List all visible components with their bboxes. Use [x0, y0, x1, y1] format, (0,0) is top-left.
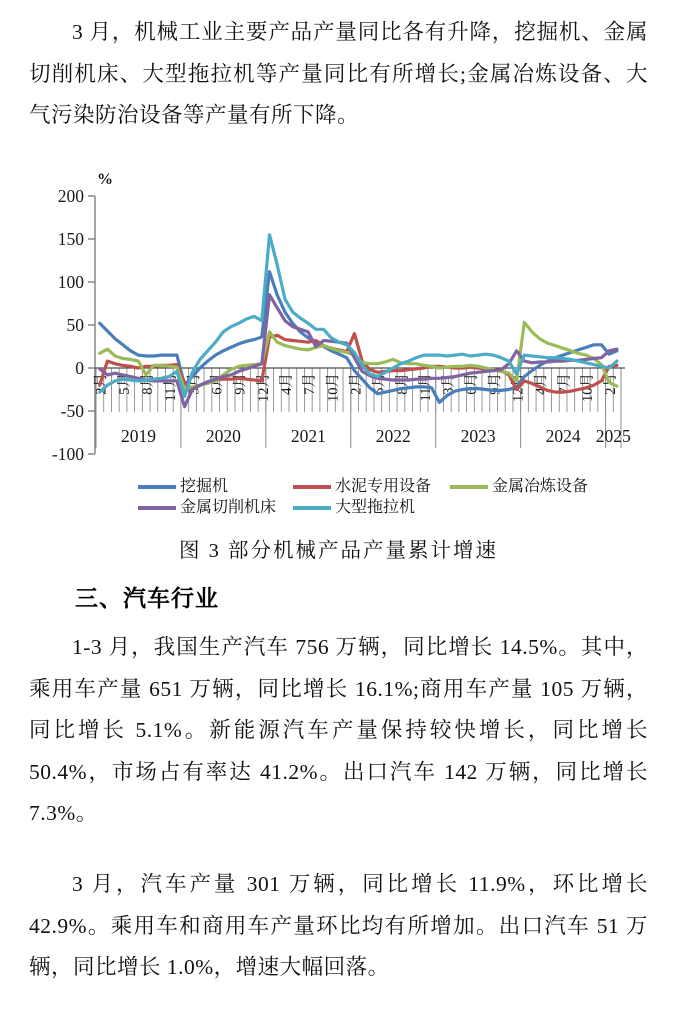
legend-label-metal-cutting-machine-tools: 金属切削机床: [180, 499, 277, 516]
x-tick-label: 4月: [533, 373, 550, 395]
chart-legend: [138, 477, 608, 518]
legend-swatch-large-tractors: [293, 506, 331, 510]
y-tick-label: -50: [60, 401, 84, 421]
x-tick-label: 12月: [255, 373, 272, 402]
x-tick-label: 2月: [93, 373, 110, 395]
paragraph-auto-q1: 1-3 月，我国生产汽车 756 万辆，同比增长 14.5%。其中，乘用车产量 651 万辆，同比增长 16.1%;商用车产量 105 万辆，同比增长 5.1%。新能源汽车产量保持较快增长，同比增长 50.4%，市场占有率达 41.2%。出口汽车 142 万辆，同比增长 7.3%。: [29, 635, 648, 825]
x-tick-label: 2月: [603, 373, 620, 395]
x-tick-label: 6月: [209, 373, 226, 395]
x-tick-label: 5月: [116, 373, 133, 395]
x-tick-label: 11月: [417, 373, 434, 402]
legend-item-large-tractors: [293, 498, 450, 518]
x-tick-label: 2月: [348, 373, 365, 395]
legend-swatch-metal-smelting-equipment: [450, 485, 488, 489]
x-tick-label: 3月: [441, 373, 458, 395]
legend-item-excavator: [138, 477, 293, 497]
x-tick-label: 3月: [186, 373, 203, 395]
section-heading-auto-industry: 三、汽车行业: [75, 585, 219, 611]
legend-label-cement-equipment: 水泥专用设备: [335, 478, 432, 495]
figure3-chart: [0, 160, 677, 460]
year-label: 2021: [290, 426, 326, 446]
x-tick-label: 9月: [487, 373, 504, 395]
legend-label-excavator: 挖掘机: [180, 478, 229, 495]
year-label: 2022: [375, 426, 411, 446]
x-tick-label: 10月: [325, 373, 342, 402]
legend-swatch-metal-cutting-machine-tools: [138, 506, 176, 510]
year-label: 2020: [205, 426, 241, 446]
year-label: 2019: [120, 426, 156, 446]
y-tick-label: -100: [51, 444, 84, 460]
legend-swatch-excavator: [138, 485, 176, 489]
legend-label-large-tractors: 大型拖拉机: [335, 499, 416, 516]
x-tick-label: 6月: [464, 373, 481, 395]
y-tick-label: 200: [57, 186, 84, 206]
x-tick-label: 5月: [371, 373, 388, 395]
figure3-line-chart: [0, 160, 677, 460]
x-tick-label: 10月: [580, 373, 597, 402]
legend-swatch-cement-equipment: [293, 485, 331, 489]
y-tick-label: 100: [57, 272, 84, 292]
x-tick-label: 11月: [163, 373, 180, 402]
legend-item-metal-cutting-machine-tools: [138, 498, 293, 518]
x-tick-label: 8月: [394, 373, 411, 395]
x-tick-label: 12月: [510, 373, 527, 402]
year-label: 2025: [595, 426, 631, 446]
figure-caption: 图 3 部分机械产品产量累计增速: [179, 540, 498, 562]
y-tick-label: 0: [75, 358, 84, 378]
y-tick-label: 150: [57, 229, 84, 249]
legend-item-cement-equipment: [293, 477, 450, 497]
legend-item-metal-smelting-equipment: [450, 477, 608, 497]
x-tick-label: 7月: [302, 373, 319, 395]
y-axis-unit-label: %: [97, 171, 113, 188]
x-tick-label: 7月: [556, 373, 573, 395]
paragraph-machinery-products: 3 月，机械工业主要产品产量同比各有升降，挖掘机、金属切削机床、大型拖拉机等产量同比有所增长;金属冶炼设备、大气污染防治设备等产量有所下降。: [29, 20, 648, 127]
paragraph-auto-march: 3 月，汽车产量 301 万辆，同比增长 11.9%，环比增长 42.9%。乘用车和商用车产量环比均有所增加。出口汽车 51 万辆，同比增长 1.0%，增速大幅回落。: [29, 872, 648, 979]
year-label: 2023: [460, 426, 496, 446]
x-tick-label: 4月: [278, 373, 295, 395]
legend-label-metal-smelting-equipment: 金属冶炼设备: [492, 478, 589, 495]
year-label: 2024: [545, 426, 581, 446]
y-tick-label: 50: [66, 315, 84, 335]
x-tick-label: 8月: [139, 373, 156, 395]
x-tick-label: 9月: [232, 373, 249, 395]
